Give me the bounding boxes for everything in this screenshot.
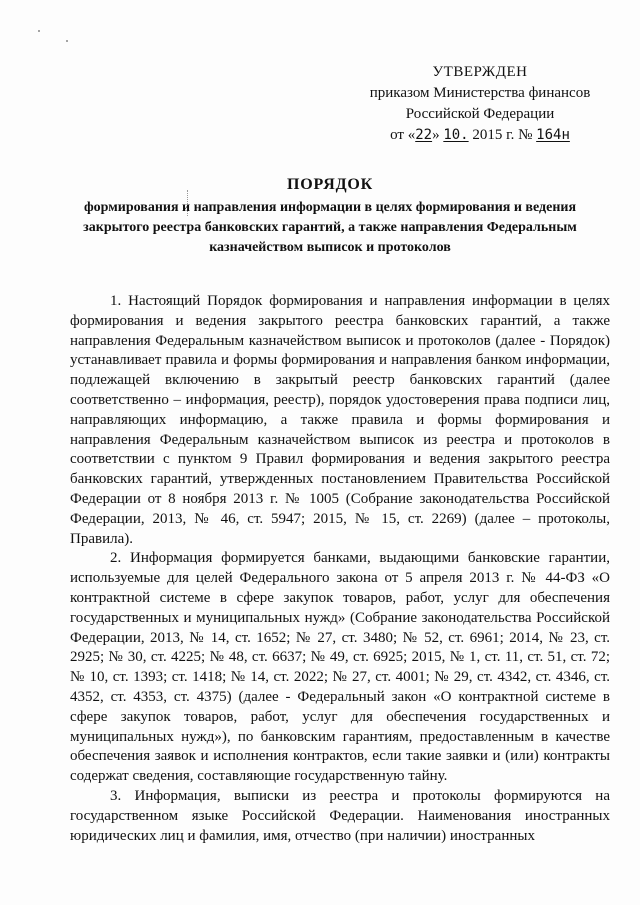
approved-heading: УТВЕРЖДЕН	[432, 64, 528, 80]
order-number: 164н	[536, 127, 570, 143]
date-prefix: от «	[390, 127, 416, 143]
approval-date-line	[360, 125, 600, 146]
document-title: ПОРЯДОК	[286, 176, 374, 193]
approval-order-line: приказом Министерства финансов	[369, 85, 591, 101]
document-subtitle: формирования и направления информации в целях формирования и ведения закрытого реестра банковских гарантий, а также направления Федеральным казначейством выписок и протоколов	[83, 200, 577, 255]
date-month: 10.	[443, 127, 469, 143]
document-title-block	[60, 174, 600, 258]
paragraph-3: 3. Информация, выписки из реестра и протоколы формируются на государственном языке Российской Федерации. Наименования иностранных юридических лиц и фамилия, имя, отчество (при наличии) иностранных	[70, 787, 610, 844]
date-year: 2015 г. №	[472, 127, 533, 143]
paragraph-1: 1. Настоящий Порядок формирования и направления информации в целях формирования и ведения закрытого реестра банковских гарантий, а также направления Федеральным казначейством выписок и протоколов (далее - Порядок) устанавливает правила и формы формирования и направления банком информации, подлежащей включению в закрытый реестр банковских гарантий (далее соответственно – информация, реестр), порядок удостоверения права подписи лиц, направляющих информацию, а также правила и формы формирования и направления Федеральным казначейством выписок из реестра и протоколов в соответствии с пунктом 9 Правил формирования и ведения закрытого реестра банковских гарантий, утвержденных постановлением Правительства Российской Федерации от 8 ноября 2013 г. № 1005 (Собрание законодательства Российской Федерации, 2013, № 46, ст. 5947; 2015, № 15, ст. 2269) (далее – протоколы, Правила).	[70, 293, 610, 547]
paragraph-2: 2. Информация формируется банками, выдающими банковские гарантии, используемые для целей Федерального закона от 5 апреля 2013 г. № 44-ФЗ «О контрактной системе в сфере закупок товаров, работ, услуг для обеспечения государственных и муниципальных нужд» (Собрание законодательства Российской Федерации, 2013, № 14, ст. 1652; № 27, ст. 3480; № 52, ст. 6961; 2014, № 23, ст. 2925; № 30, ст. 4225; № 48, ст. 6637; № 49, ст. 6925; 2015, № 1, ст. 11, ст. 51, ст. 72; № 10, ст. 1393; ст. 1418; № 14, ст. 2022; № 27, ст. 4001; № 29, ст. 4342, ст. 4346, ст. 4352, ст. 4353, ст. 4375) (далее - Федеральный закон «О контрактной системе в сфере закупок товаров, работ, услуг для обеспечения государственных и муниципальных нужд»), по банковским гарантиям, предоставленным в качестве обеспечения заявок и исполнения контрактов, если такие заявки и (или) контракты содержат сведения, составляющие государственную тайну.	[70, 550, 610, 785]
date-mid: »	[432, 127, 440, 143]
date-day: 22	[415, 127, 433, 143]
approval-stamp-block	[360, 62, 600, 146]
scan-speck	[66, 40, 68, 42]
scan-speck	[38, 30, 40, 32]
approval-country-line: Российской Федерации	[405, 106, 555, 122]
document-body	[70, 292, 610, 846]
